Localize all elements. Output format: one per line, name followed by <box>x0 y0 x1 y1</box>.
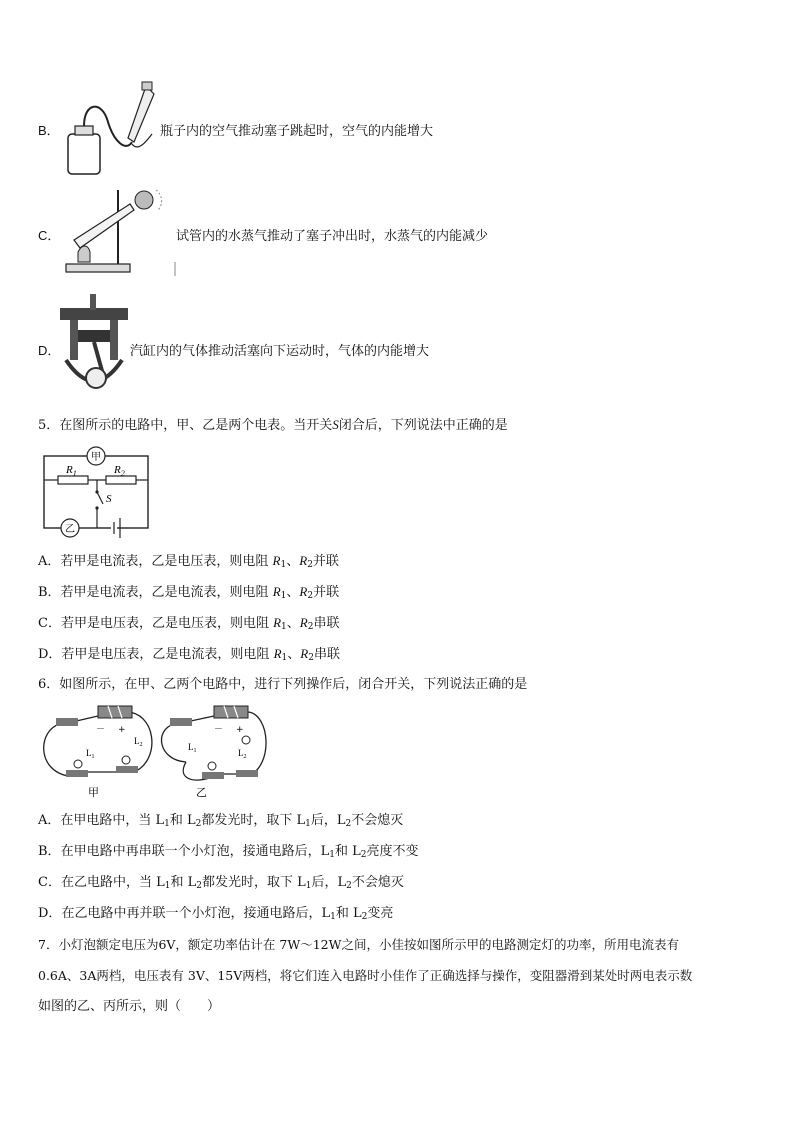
r2-label: $R_2$ <box>114 464 125 478</box>
q5-option-d: D．若甲是电压表，乙是电流表，则电阻 $R_1$、$R_2$串联 <box>38 646 340 663</box>
option-c-text: 试管内的水蒸气推动了塞子冲出时，水蒸气的内能减少 <box>176 229 489 244</box>
bottle-stopper-figure <box>62 82 162 177</box>
meter-yi-label: 乙 <box>65 524 75 535</box>
option-c-label: C． <box>38 228 61 243</box>
q6-option-c: C．在乙电路中，当 $L_1$和 $L_2$都发光时，取下 $L_1$后，$L_2$不会熄灭 <box>38 875 404 891</box>
q5-option-c: C．若甲是电压表，乙是电压表，则电阻 $R_1$、$R_2$串联 <box>38 615 340 632</box>
q5-option-b: B．若甲是电流表，乙是电流表，则电阻 $R_1$、$R_2$并联 <box>38 584 340 601</box>
r1-label: $R_1$ <box>66 464 77 478</box>
minus-label-jia: － <box>96 725 106 735</box>
question-6-circuits-figure <box>38 700 278 802</box>
question-7-line-1: 7．小灯泡额定电压为6V，额定功率估计在 7W～12W之间，小佳按如图所示甲的电路测定灯的功率，所用电流表有 <box>38 937 679 952</box>
plus-label-jia: + <box>118 725 126 735</box>
q5-option-a: A．若甲是电流表，乙是电压表，则电阻 $R_1$、$R_2$并联 <box>38 553 339 570</box>
q6-option-b: B．在甲电路中再串联一个小灯泡，接通电路后，$L_1$和 $L_2$亮度不变 <box>38 844 419 860</box>
question-5-stem: 5．在图所示的电路中，甲、乙是两个电表。当开关S闭合后，下列说法中正确的是 <box>38 417 508 433</box>
test-tube-figure <box>60 180 180 280</box>
option-d-label: D． <box>38 343 61 358</box>
question-7-line-3: 如图的乙、丙所示，则（ ） <box>38 999 221 1014</box>
minus-label-yi: － <box>214 725 224 735</box>
option-b-text: 瓶子内的空气推动塞子跳起时，空气的内能增大 <box>160 124 434 139</box>
q6-option-a: A．在甲电路中，当 $L_1$和 $L_2$都发光时，取下 $L_1$后，$L_2$不会熄灭 <box>38 813 404 829</box>
plus-label-yi: + <box>236 725 244 735</box>
question-7-line-2: 0.6A、3A两档，电压表有 3V、15V两档，将它们连入电路时小佳作了正确选择与操作，变阻器滑到某处时两电表示数 <box>38 968 693 983</box>
engine-cylinder-figure <box>56 290 132 398</box>
question-6-stem: 6．如图所示，在甲、乙两个电路中，进行下列操作后，闭合开关，下列说法正确的是 <box>38 677 528 692</box>
option-b-label: B． <box>38 123 60 138</box>
l1-label-yi: $L_1$ <box>188 742 197 754</box>
meter-jia-label: 甲 <box>91 452 101 463</box>
l2-label-yi: $L_2$ <box>238 748 247 760</box>
l1-label-jia: $L_1$ <box>86 748 95 760</box>
question-5-circuit <box>40 440 152 534</box>
caption-jia: 甲 <box>88 786 99 799</box>
caption-yi: 乙 <box>196 786 207 799</box>
q6-option-d: D．在乙电路中再并联一个小灯泡，接通电路后，$L_1$和 $L_2$变亮 <box>38 906 394 922</box>
switch-label: S <box>106 493 112 505</box>
l2-label-jia: $L_2$ <box>134 736 143 748</box>
option-d-text: 汽缸内的气体推动活塞向下运动时，气体的内能增大 <box>130 344 430 359</box>
